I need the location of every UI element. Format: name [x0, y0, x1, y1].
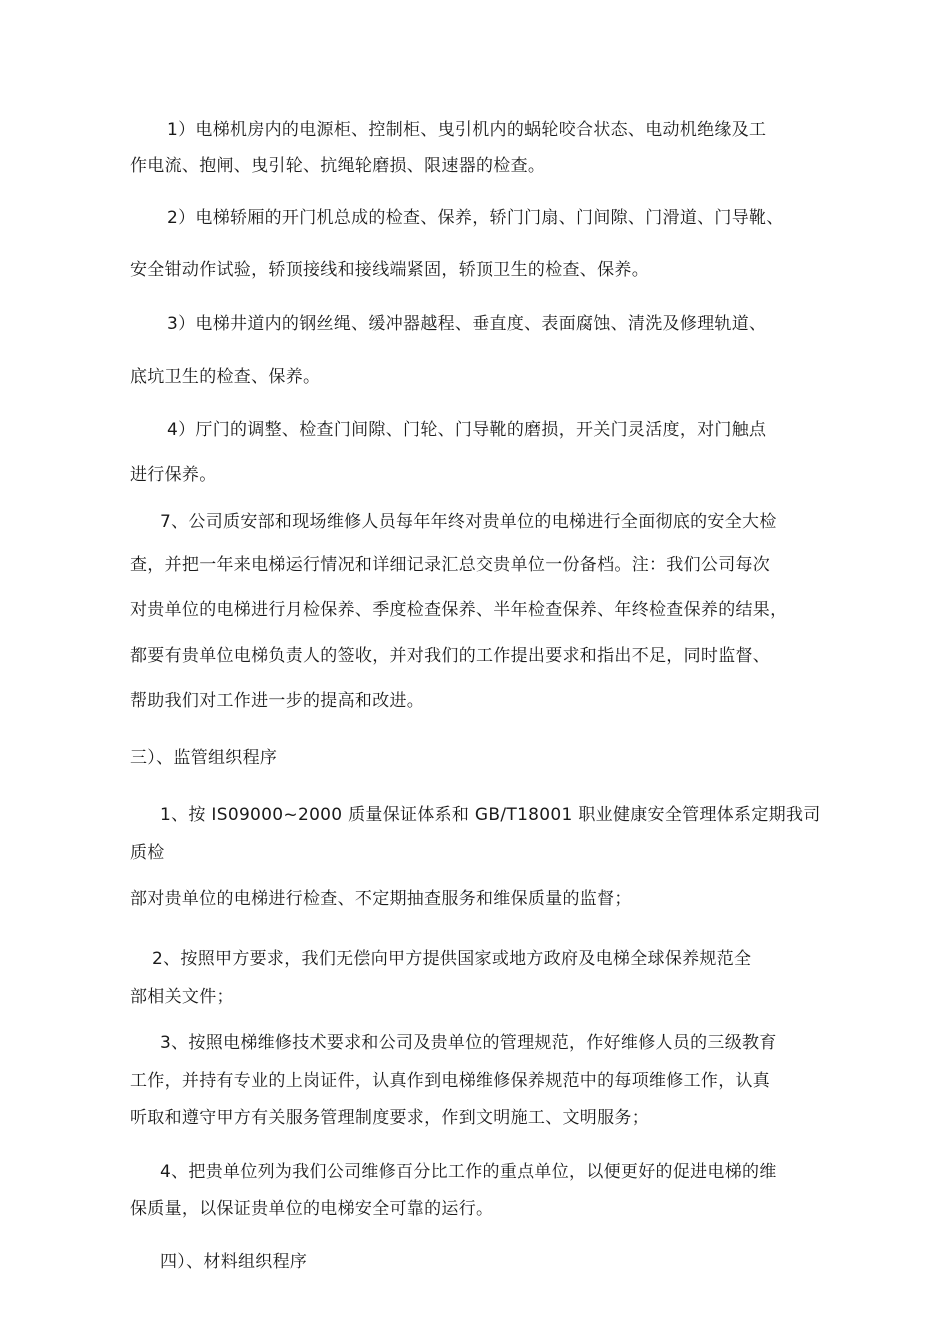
item-4-line-1: 4、把贵单位列为我们公司维修百分比工作的重点单位，以便更好的促进电梯的维 — [160, 1162, 777, 1182]
paragraph-4-line-2: 进行保养。 — [130, 465, 217, 485]
paragraph-3-line-1: 3）电梯井道内的钢丝绳、缓冲器越程、垂直度、表面腐蚀、清洗及修理轨道、 — [167, 314, 767, 334]
item-3-line-3: 听取和遵守甲方有关服务管理制度要求，作到文明施工、文明服务； — [130, 1108, 649, 1128]
paragraph-7-line-4: 都要有贵单位电梯负责人的签收，并对我们的工作提出要求和指出不足，同时监督、 — [130, 646, 771, 666]
item-2-line-2: 部相关文件； — [130, 987, 234, 1007]
paragraph-2-line-1: 2）电梯轿厢的开门机总成的检查、保养，轿门门扇、门间隙、门滑道、门导靴、 — [167, 208, 784, 228]
item-3-line-1: 3、按照电梯维修技术要求和公司及贵单位的管理规范，作好维修人员的三级教育 — [160, 1033, 777, 1053]
paragraph-1-line-2: 作电流、抱闸、曳引轮、抗绳轮磨损、限速器的检查。 — [130, 156, 546, 176]
item-1-line-1: 1、按 IS09000~2000 质量保证体系和 GB/T18001 职业健康安全管理体系定期我司 — [160, 805, 821, 825]
paragraph-2-line-2: 安全钳动作试验，轿顶接线和接线端紧固，轿顶卫生的检查、保养。 — [130, 260, 649, 280]
item-3-line-2: 工作，并持有专业的上岗证件，认真作到电梯维修保养规范中的每项维修工作，认真 — [130, 1071, 771, 1091]
paragraph-7-line-5: 帮助我们对工作进一步的提高和改进。 — [130, 691, 425, 711]
item-2-line-1: 2、按照甲方要求，我们无偿向甲方提供国家或地方政府及电梯全球保养规范全 — [152, 949, 752, 969]
paragraph-7-line-2: 查，并把一年来电梯运行情况和详细记录汇总交贵单位一份备档。注：我们公司每次 — [130, 555, 771, 575]
item-1-line-2: 质检 — [130, 843, 165, 863]
paragraph-7-line-3: 对贵单位的电梯进行月检保养、季度检查保养、半年检查保养、年终检查保养的结果， — [130, 600, 788, 620]
section-heading-3: 三）、监管组织程序 — [130, 748, 278, 768]
paragraph-1-line-1: 1）电梯机房内的电源柜、控制柜、曳引机内的蜗轮咬合状态、电动机绝缘及工 — [167, 120, 767, 140]
paragraph-4-line-1: 4）厅门的调整、检查门间隙、门轮、门导靴的磨损，开关门灵活度，对门触点 — [167, 420, 767, 440]
section-heading-4: 四）、材料组织程序 — [160, 1252, 308, 1272]
paragraph-7-line-1: 7、公司质安部和现场维修人员每年年终对贵单位的电梯进行全面彻底的安全大检 — [160, 512, 777, 532]
item-1-line-3: 部对贵单位的电梯进行检查、不定期抽查服务和维保质量的监督； — [130, 889, 632, 909]
item-4-line-2: 保质量，以保证贵单位的电梯安全可靠的运行。 — [130, 1199, 494, 1219]
paragraph-3-line-2: 底坑卫生的检查、保养。 — [130, 367, 321, 387]
